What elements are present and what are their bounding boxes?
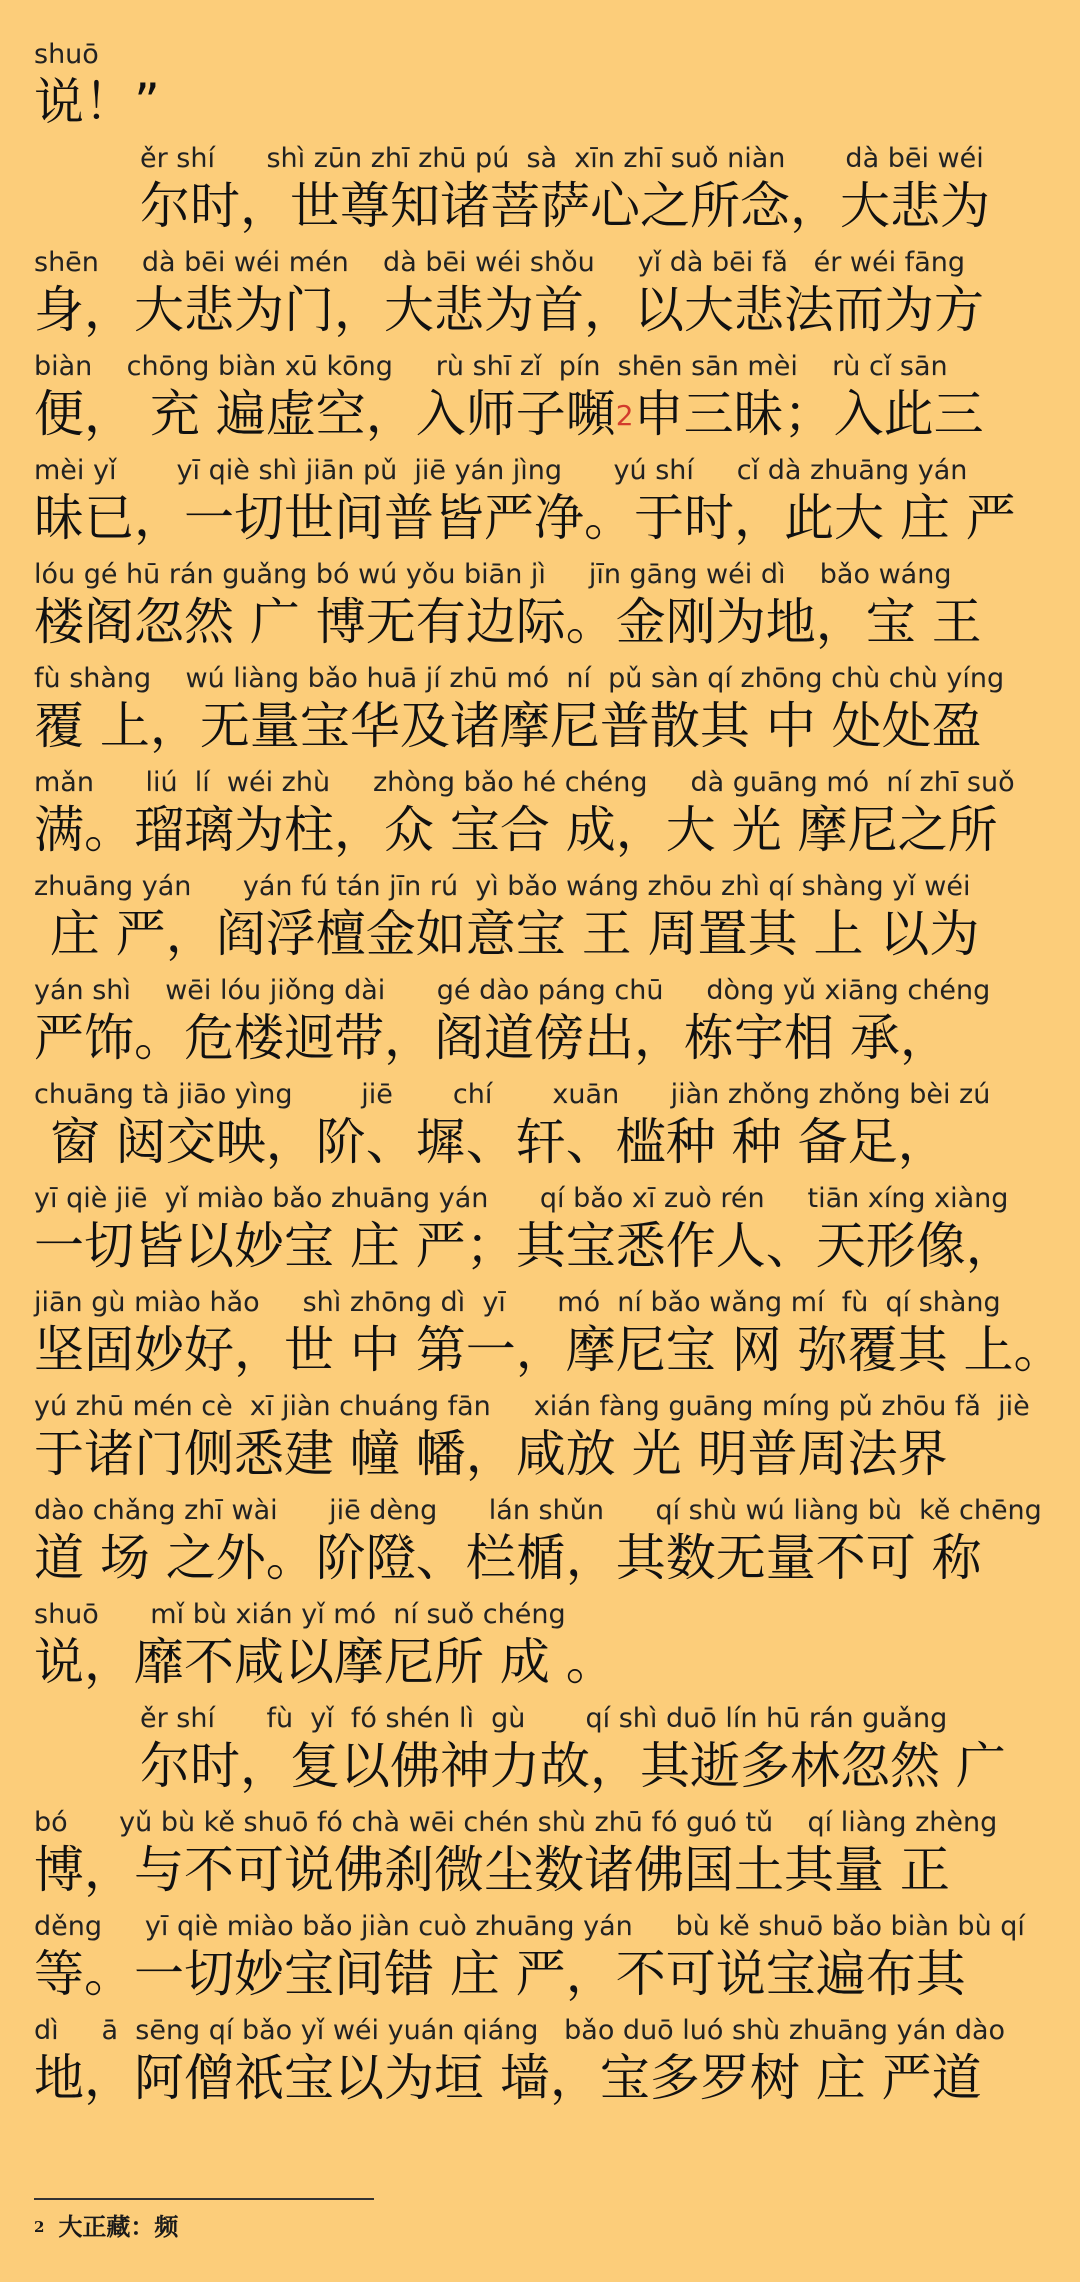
text-line-20 <box>0 2014 1080 2118</box>
footnote-mark: 2 <box>615 399 634 432</box>
pinyin-line: chuāng tà jiāo yìng jiē chí xuān jiàn zhǒng zhǒng bèi zú <box>34 1079 991 1110</box>
text-line-16 <box>0 1598 1080 1702</box>
hanzi-line: 尔时，世尊知诸菩萨心之所念，大悲为 <box>140 177 990 235</box>
text-line-15 <box>0 1494 1080 1598</box>
text-line-17 <box>0 1702 1080 1806</box>
hanzi-line: 昧已，一切世间普皆严净。于时，此大 庄 严 <box>34 489 1016 547</box>
pinyin-line: shuō <box>34 39 99 70</box>
hanzi-line: 一切皆以妙宝 庄 严；其宝悉作人、天形像， <box>34 1217 1016 1275</box>
hanzi-line: 说，靡不咸以摩尼所 成 。 <box>34 1633 616 1691</box>
pinyin-line: dào chǎng zhī wài jiē dèng lán shǔn qí shù wú liàng bù kě chēng <box>34 1495 1042 1526</box>
text-line-1 <box>0 38 1080 142</box>
hanzi-line: 窗 闼交映，阶、墀、轩、槛种 种 备足， <box>34 1113 948 1171</box>
pinyin-line: zhuāng yán yán fú tán jīn rú yì bǎo wáng zhōu zhì qí shàng yǐ wéi <box>34 871 971 902</box>
hanzi-segment: 便， 充 遍虚空，入师子嚬 <box>34 385 616 443</box>
hanzi-line: 楼阁忽然 广 博无有边际。金刚为地，宝 王 <box>34 593 982 651</box>
text-line-14 <box>0 1390 1080 1494</box>
hanzi-line <box>34 382 1060 446</box>
hanzi-line: 满。瑠璃为柱，众 宝合 成，大 光 摩尼之所 <box>34 801 998 859</box>
hanzi-line: 尔时，复以佛神力故，其逝多林忽然 广 <box>140 1737 1006 1795</box>
pinyin-line: jiān gù miào hǎo shì zhōng dì yī mó ní bǎo wǎng mí fù qí shàng <box>34 1287 1001 1318</box>
footnote-text: 大正藏：频 <box>58 2212 179 2241</box>
text-line-18 <box>0 1806 1080 1910</box>
footnote <box>34 2212 178 2242</box>
hanzi-line: 道 场 之外。阶隥、栏楯，其数无量不可 称 <box>34 1529 982 1587</box>
hanzi-line: 身，大悲为门，大悲为首，以大悲法而为方 <box>34 281 984 339</box>
pinyin-line: děng yī qiè miào bǎo jiàn cuò zhuāng yán bù kě shuō bǎo biàn bù qí <box>34 1911 1025 1942</box>
text-line-6 <box>0 558 1080 662</box>
text-line-8 <box>0 766 1080 870</box>
pinyin-line: mǎn liú lí wéi zhù zhòng bǎo hé chéng dà guāng mó ní zhī suǒ <box>34 767 1015 798</box>
pinyin-line: ěr shí shì zūn zhī zhū pú sà xīn zhī suǒ niàn dà bēi wéi <box>140 143 984 174</box>
hanzi-line: 博，与不可说佛刹微尘数诸佛国土其量 正 <box>34 1841 950 1899</box>
hanzi-line: 说！” <box>34 73 160 131</box>
hanzi-line: 于诸门侧悉建 幢 幡，咸放 光 明普周法界 <box>34 1425 948 1483</box>
hanzi-segment: 申三昧；入此三 <box>633 385 984 443</box>
pinyin-line: ěr shí fù yǐ fó shén lì gù qí shì duō lín hū rán guǎng <box>140 1703 948 1734</box>
hanzi-line: 等。一切妙宝间错 庄 严，不可说宝遍布其 <box>34 1945 966 2003</box>
pinyin-line: yán shì wēi lóu jiǒng dài gé dào páng chū dòng yǔ xiāng chéng <box>34 975 991 1006</box>
pinyin-line: yī qiè jiē yǐ miào bǎo zhuāng yán qí bǎo xī zuò rén tiān xíng xiàng <box>34 1183 1009 1214</box>
pinyin-line: dì ā sēng qí bǎo yǐ wéi yuán qiáng bǎo duō luó shù zhuāng yán dào <box>34 2015 1006 2046</box>
hanzi-line: 覆 上，无量宝华及诸摩尼普散其 中 处处盈 <box>34 697 982 755</box>
text-line-5 <box>0 454 1080 558</box>
footnote-divider <box>34 2198 374 2200</box>
pinyin-line: shuō mǐ bù xián yǐ mó ní suǒ chéng <box>34 1599 566 1630</box>
text-line-12 <box>0 1182 1080 1286</box>
footnote-number: 2 <box>34 2218 45 2236</box>
hanzi-line: 严饰。危楼迥带，阁道傍出，栋宇相 承， <box>34 1009 950 1067</box>
text-line-10 <box>0 974 1080 1078</box>
text-line-9 <box>0 870 1080 974</box>
pinyin-line: bó yǔ bù kě shuō fó chà wēi chén shù zhū fó guó tǔ qí liàng zhèng <box>34 1807 998 1838</box>
text-line-2 <box>0 142 1080 246</box>
pinyin-line: fù shàng wú liàng bǎo huā jí zhū mó ní pǔ sàn qí zhōng chù chù yíng <box>34 663 1005 694</box>
hanzi-line: 庄 严，阎浮檀金如意宝 王 周置其 上 以为 <box>34 905 980 963</box>
text-line-3 <box>0 246 1080 350</box>
pinyin-line: biàn chōng biàn xū kōng rù shī zǐ pín shēn sān mèi rù cǐ sān <box>34 351 948 382</box>
hanzi-line: 坚固妙好，世 中 第一，摩尼宝 网 弥覆其 上。 <box>34 1321 1064 1379</box>
text-line-4 <box>0 350 1080 454</box>
pinyin-line: lóu gé hū rán guǎng bó wú yǒu biān jì jīn gāng wéi dì bǎo wáng <box>34 559 952 590</box>
text-line-19 <box>0 1910 1080 2014</box>
text-line-13 <box>0 1286 1080 1390</box>
text-line-7 <box>0 662 1080 766</box>
hanzi-line: 地，阿僧祇宝以为垣 墙，宝多罗树 庄 严道 <box>34 2049 982 2107</box>
text-line-11 <box>0 1078 1080 1182</box>
pinyin-line: yú zhū mén cè xī jiàn chuáng fān xián fàng guāng míng pǔ zhōu fǎ jiè <box>34 1391 1030 1422</box>
pinyin-line: mèi yǐ yī qiè shì jiān pǔ jiē yán jìng yú shí cǐ dà zhuāng yán <box>34 455 968 486</box>
pinyin-line: shēn dà bēi wéi mén dà bēi wéi shǒu yǐ dà bēi fǎ ér wéi fāng <box>34 247 965 278</box>
